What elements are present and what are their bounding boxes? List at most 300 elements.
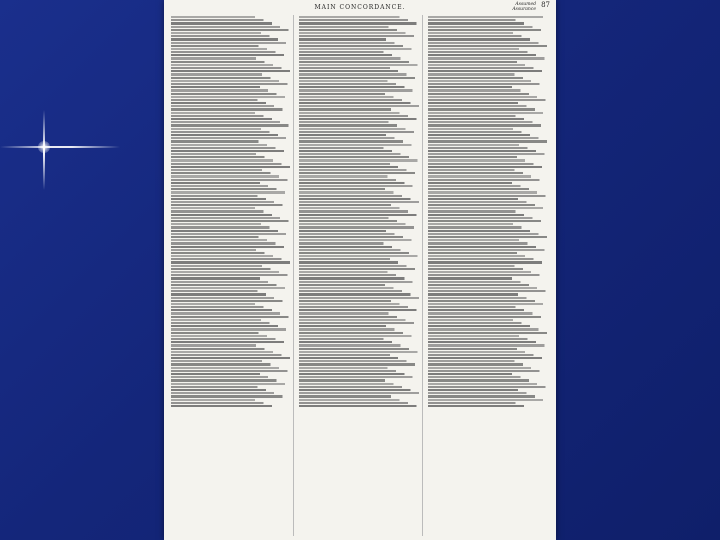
text-line <box>299 102 419 104</box>
text-line <box>171 214 291 216</box>
text-line <box>299 217 419 219</box>
text-line <box>171 373 291 375</box>
text-line <box>428 172 548 174</box>
text-line <box>428 319 548 321</box>
text-line <box>171 185 291 187</box>
text-line <box>299 61 419 63</box>
text-line <box>299 242 419 244</box>
text-line <box>299 338 419 340</box>
text-line <box>299 201 419 203</box>
text-line <box>428 376 548 378</box>
text-line <box>171 19 291 21</box>
text-line <box>171 258 291 260</box>
text-line <box>299 54 419 56</box>
text-line <box>428 223 548 225</box>
text-line <box>299 115 419 117</box>
text-line <box>171 287 291 289</box>
text-line <box>428 51 548 53</box>
text-line <box>428 214 548 216</box>
text-line <box>299 175 419 177</box>
text-line <box>171 73 291 75</box>
text-line <box>428 354 548 356</box>
text-line <box>299 376 419 378</box>
text-line <box>171 121 291 123</box>
text-line <box>299 268 419 270</box>
text-line <box>299 64 419 66</box>
text-line <box>171 137 291 139</box>
lens-flare-horizontal <box>0 146 120 148</box>
text-line <box>299 19 419 21</box>
text-line <box>299 341 419 343</box>
text-line <box>171 32 291 34</box>
text-line <box>428 373 548 375</box>
text-line <box>428 175 548 177</box>
text-line <box>428 45 548 47</box>
text-line <box>171 338 291 340</box>
text-line <box>428 268 548 270</box>
text-line <box>171 131 291 133</box>
text-line <box>171 328 291 330</box>
text-line <box>171 348 291 350</box>
text-line <box>171 290 291 292</box>
text-line <box>171 389 291 391</box>
text-line <box>299 392 419 394</box>
text-line <box>171 325 291 327</box>
text-line <box>299 395 419 397</box>
text-line <box>428 210 548 212</box>
text-line <box>299 281 419 283</box>
text-line <box>171 57 291 59</box>
text-line <box>299 360 419 362</box>
text-line <box>171 261 291 263</box>
text-line <box>299 80 419 82</box>
text-line <box>171 182 291 184</box>
text-line <box>299 195 419 197</box>
text-line <box>428 281 548 283</box>
text-line <box>299 348 419 350</box>
text-line <box>299 118 419 120</box>
text-line <box>171 319 291 321</box>
page-header <box>170 2 550 16</box>
text-line <box>299 140 419 142</box>
text-line <box>171 48 291 50</box>
text-line <box>171 217 291 219</box>
text-line <box>171 26 291 28</box>
text-line <box>171 370 291 372</box>
text-line <box>171 54 291 56</box>
text-line <box>428 198 548 200</box>
text-line <box>428 335 548 337</box>
text-line <box>299 147 419 149</box>
text-line <box>428 367 548 369</box>
running-title: MAIN CONCORDANCE. <box>314 4 406 11</box>
text-line <box>428 42 548 44</box>
text-line <box>299 319 419 321</box>
text-line <box>299 226 419 228</box>
text-line <box>299 252 419 254</box>
text-line <box>428 166 548 168</box>
text-line <box>299 210 419 212</box>
text-line <box>428 26 548 28</box>
text-line <box>428 29 548 31</box>
text-line <box>171 191 291 193</box>
page-number: 87 <box>541 1 550 9</box>
text-line <box>171 236 291 238</box>
text-line <box>428 54 548 56</box>
text-line <box>299 367 419 369</box>
text-line <box>428 185 548 187</box>
text-line <box>299 300 419 302</box>
text-line <box>171 309 291 311</box>
text-line <box>299 312 419 314</box>
text-line <box>428 150 548 152</box>
text-line <box>428 105 548 107</box>
text-line <box>299 57 419 59</box>
text-line <box>428 277 548 279</box>
text-line <box>299 379 419 381</box>
text-line <box>299 255 419 257</box>
text-line <box>428 118 548 120</box>
text-line <box>171 207 291 209</box>
text-line <box>171 108 291 110</box>
text-line <box>428 179 548 181</box>
text-line <box>299 51 419 53</box>
text-line <box>171 38 291 40</box>
text-line <box>428 344 548 346</box>
text-line <box>171 115 291 117</box>
text-line <box>428 383 548 385</box>
text-line <box>299 354 419 356</box>
text-line <box>428 332 548 334</box>
text-line <box>428 351 548 353</box>
text-line <box>299 284 419 286</box>
lens-flare-center <box>38 141 50 153</box>
text-line <box>171 379 291 381</box>
text-line <box>171 22 291 24</box>
text-line <box>428 386 548 388</box>
text-line <box>171 306 291 308</box>
text-line <box>428 182 548 184</box>
text-line <box>428 226 548 228</box>
text-line <box>299 389 419 391</box>
text-line <box>299 373 419 375</box>
text-line <box>299 121 419 123</box>
text-line <box>428 108 548 110</box>
text-line <box>428 83 548 85</box>
text-line <box>428 297 548 299</box>
text-line <box>299 351 419 353</box>
text-line <box>299 306 419 308</box>
text-line <box>428 16 548 18</box>
text-line <box>428 121 548 123</box>
text-line <box>428 236 548 238</box>
text-line <box>299 220 419 222</box>
text-line <box>428 57 548 59</box>
text-line <box>428 140 548 142</box>
text-line <box>428 303 548 305</box>
text-line <box>299 265 419 267</box>
text-line <box>171 281 291 283</box>
text-line <box>171 195 291 197</box>
text-line <box>428 32 548 34</box>
text-line <box>299 274 419 276</box>
text-line <box>428 258 548 260</box>
text-line <box>171 134 291 136</box>
text-line <box>428 284 548 286</box>
text-line <box>299 166 419 168</box>
text-line <box>171 169 291 171</box>
text-line <box>171 172 291 174</box>
header-right <box>512 2 550 12</box>
text-line <box>299 258 419 260</box>
text-line <box>428 316 548 318</box>
text-line <box>299 383 419 385</box>
text-line <box>171 42 291 44</box>
text-line <box>299 73 419 75</box>
text-line <box>171 239 291 241</box>
text-line <box>428 348 548 350</box>
text-line <box>299 22 419 24</box>
text-line <box>428 86 548 88</box>
text-line <box>171 402 291 404</box>
text-line <box>428 312 548 314</box>
text-line <box>428 261 548 263</box>
text-line <box>299 128 419 130</box>
text-line <box>428 287 548 289</box>
text-line <box>428 360 548 362</box>
text-line <box>428 242 548 244</box>
text-line <box>299 246 419 248</box>
text-line <box>299 144 419 146</box>
text-line <box>428 204 548 206</box>
text-line <box>428 239 548 241</box>
text-line <box>171 159 291 161</box>
text-line <box>171 335 291 337</box>
text-line <box>299 163 419 165</box>
text-line <box>171 303 291 305</box>
text-line <box>171 179 291 181</box>
text-line <box>171 284 291 286</box>
text-line <box>171 392 291 394</box>
text-line <box>428 115 548 117</box>
text-line <box>171 220 291 222</box>
text-line <box>299 230 419 232</box>
text-line <box>299 67 419 69</box>
text-line <box>428 293 548 295</box>
text-line <box>428 64 548 66</box>
text-line <box>299 287 419 289</box>
text-line <box>299 16 419 18</box>
text-line <box>171 246 291 248</box>
text-line <box>299 105 419 107</box>
text-line <box>299 26 419 28</box>
text-line <box>428 131 548 133</box>
text-line <box>171 351 291 353</box>
text-line <box>299 112 419 114</box>
text-line <box>428 309 548 311</box>
text-line <box>428 159 548 161</box>
text-line <box>428 328 548 330</box>
text-line <box>299 198 419 200</box>
text-line <box>299 290 419 292</box>
text-line <box>171 89 291 91</box>
text-line <box>428 338 548 340</box>
text-line <box>428 255 548 257</box>
text-line <box>428 102 548 104</box>
text-line <box>299 48 419 50</box>
text-line <box>171 198 291 200</box>
text-line <box>171 316 291 318</box>
text-line <box>171 64 291 66</box>
text-line <box>428 22 548 24</box>
text-line <box>171 144 291 146</box>
text-line <box>299 239 419 241</box>
text-line <box>299 35 419 37</box>
text-line <box>428 38 548 40</box>
text-line <box>428 370 548 372</box>
text-line <box>428 207 548 209</box>
text-line <box>171 153 291 155</box>
text-line <box>299 191 419 193</box>
text-line <box>171 268 291 270</box>
text-line <box>428 61 548 63</box>
text-line <box>171 300 291 302</box>
text-line <box>171 242 291 244</box>
text-line <box>171 77 291 79</box>
text-line <box>171 376 291 378</box>
text-line <box>428 99 548 101</box>
text-line <box>428 322 548 324</box>
text-line <box>428 395 548 397</box>
text-line <box>428 325 548 327</box>
text-line <box>428 144 548 146</box>
text-line <box>171 265 291 267</box>
text-line <box>428 341 548 343</box>
guide-word-last: Assurance <box>512 7 536 12</box>
text-line <box>428 124 548 126</box>
text-line <box>428 249 548 251</box>
text-line <box>299 93 419 95</box>
text-line <box>171 405 291 407</box>
text-line <box>428 265 548 267</box>
text-line <box>428 290 548 292</box>
text-line <box>171 45 291 47</box>
text-line <box>171 332 291 334</box>
text-line <box>299 399 419 401</box>
text-line <box>299 402 419 404</box>
column-2 <box>298 15 422 536</box>
text-line <box>171 233 291 235</box>
text-line <box>299 214 419 216</box>
text-line <box>171 86 291 88</box>
text-line <box>171 70 291 72</box>
text-line <box>299 233 419 235</box>
text-line <box>428 271 548 273</box>
text-line <box>171 105 291 107</box>
text-line <box>171 201 291 203</box>
text-line <box>299 159 419 161</box>
text-line <box>428 128 548 130</box>
text-line <box>171 188 291 190</box>
text-line <box>171 166 291 168</box>
text-line <box>171 147 291 149</box>
text-line <box>299 32 419 34</box>
text-line <box>171 341 291 343</box>
column-3 <box>427 15 550 536</box>
column-1 <box>170 15 294 536</box>
text-line <box>299 357 419 359</box>
text-line <box>428 134 548 136</box>
text-line <box>171 223 291 225</box>
text-line <box>299 303 419 305</box>
text-line <box>299 335 419 337</box>
text-line <box>171 140 291 142</box>
text-line <box>428 392 548 394</box>
text-line <box>171 150 291 152</box>
text-line <box>171 102 291 104</box>
text-line <box>299 316 419 318</box>
text-line <box>171 156 291 158</box>
text-line <box>171 274 291 276</box>
text-line <box>299 137 419 139</box>
text-line <box>299 322 419 324</box>
text-line <box>171 124 291 126</box>
text-line <box>428 93 548 95</box>
text-line <box>299 89 419 91</box>
text-line <box>299 45 419 47</box>
text-line <box>171 252 291 254</box>
text-line <box>428 156 548 158</box>
text-line <box>171 383 291 385</box>
text-line <box>171 293 291 295</box>
text-line <box>428 230 548 232</box>
text-line <box>428 363 548 365</box>
text-line <box>171 255 291 257</box>
text-line <box>171 96 291 98</box>
text-line <box>428 153 548 155</box>
text-line <box>171 51 291 53</box>
text-line <box>171 344 291 346</box>
text-line <box>428 19 548 21</box>
text-line <box>171 35 291 37</box>
text-line <box>428 169 548 171</box>
text-line <box>171 297 291 299</box>
text-line <box>428 220 548 222</box>
text-line <box>171 67 291 69</box>
text-line <box>428 201 548 203</box>
text-line <box>299 169 419 171</box>
text-line <box>428 246 548 248</box>
text-line <box>428 70 548 72</box>
text-line <box>171 61 291 63</box>
text-line <box>171 226 291 228</box>
text-line <box>299 179 419 181</box>
text-line <box>299 29 419 31</box>
text-line <box>299 124 419 126</box>
text-line <box>299 309 419 311</box>
text-line <box>299 204 419 206</box>
text-line <box>299 150 419 152</box>
text-line <box>299 405 419 407</box>
text-line <box>428 35 548 37</box>
text-line <box>171 386 291 388</box>
text-line <box>171 83 291 85</box>
text-line <box>299 261 419 263</box>
text-line <box>428 163 548 165</box>
text-line <box>299 328 419 330</box>
text-line <box>299 185 419 187</box>
text-line <box>299 99 419 101</box>
